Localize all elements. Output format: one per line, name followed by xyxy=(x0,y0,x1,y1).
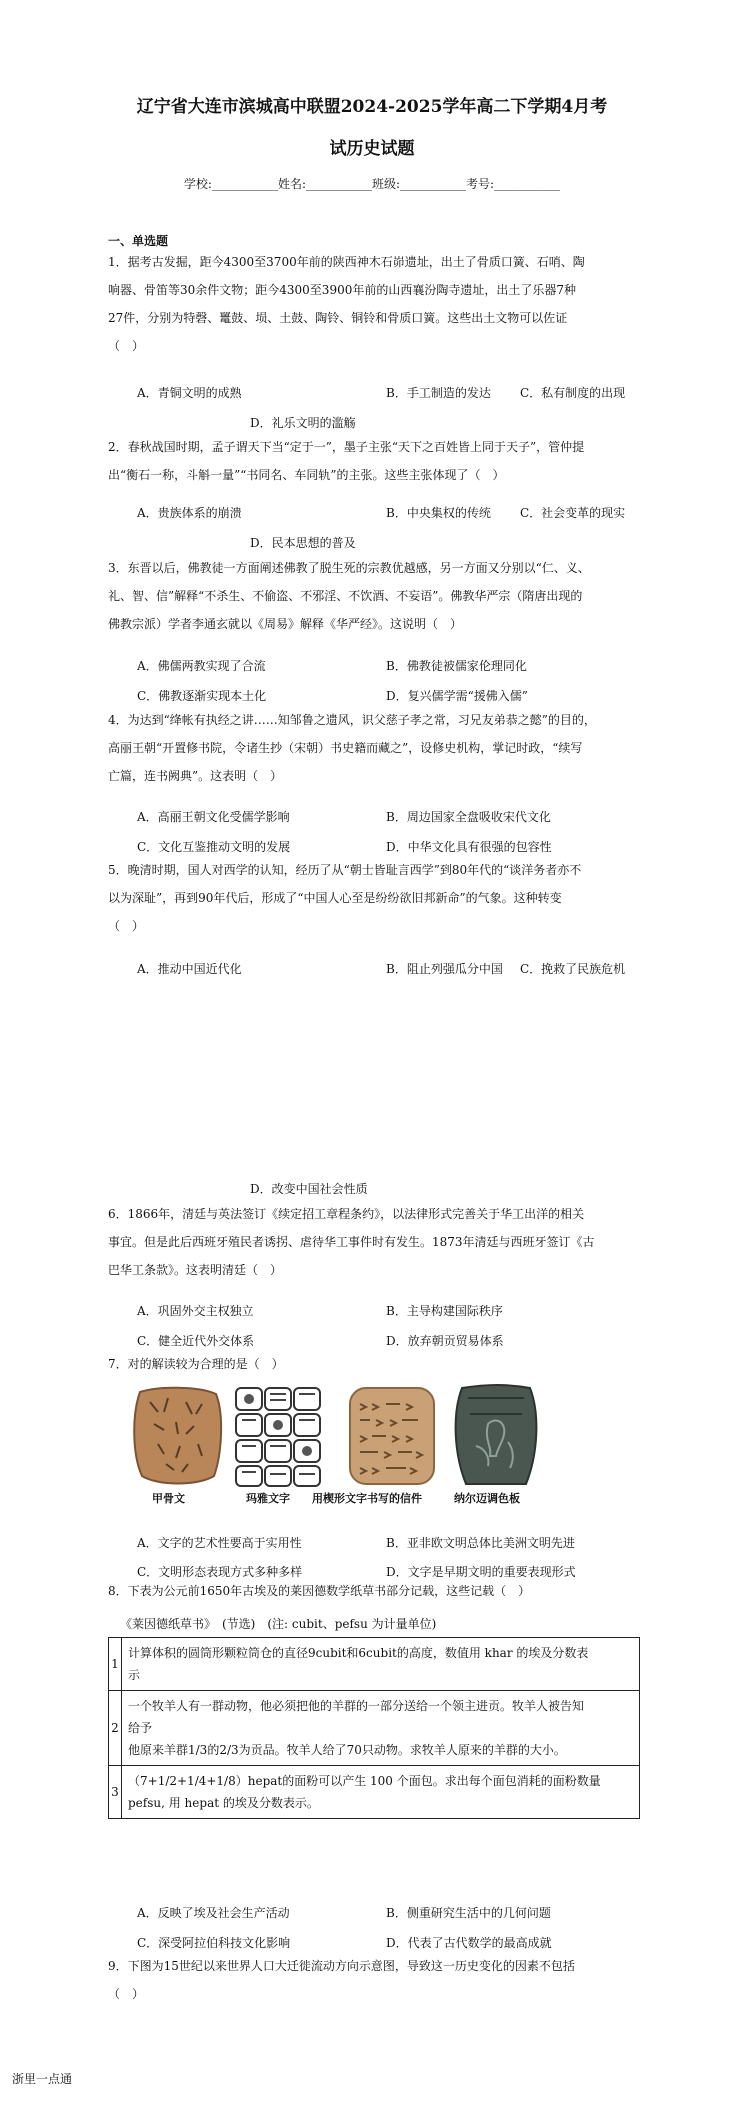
exam-title-line1: 辽宁省大连市滨城高中联盟2024-2025学年高二下学期4月考 xyxy=(136,97,608,117)
option-c[interactable]: C．健全近代外交体系 xyxy=(137,1334,255,1348)
option-d[interactable]: D．改变中国社会性质 xyxy=(250,1182,368,1196)
question-text: （ ） xyxy=(108,339,145,353)
row-number: 3 xyxy=(109,1766,122,1819)
option-c[interactable]: C．深受阿拉伯科技文化影响 xyxy=(137,1936,291,1950)
row-number: 1 xyxy=(109,1638,122,1691)
option-a[interactable]: A．巩固外交主权独立 xyxy=(137,1304,254,1318)
question-text: 高丽王朝“开置修书院，令诸生抄（宋朝）书史籍而藏之”，设修史机构，掌记时政，“续写 xyxy=(108,741,583,755)
option-b[interactable]: B．周边国家全盘吸收宋代文化 xyxy=(386,810,551,824)
table-row xyxy=(109,1766,640,1819)
option-b[interactable]: B．侧重研究生活中的几何问题 xyxy=(386,1906,551,1920)
question-8 xyxy=(108,1577,644,1605)
row-text: 计算体积的圆筒形颗粒筒仓的直径9cubit和6cubit的高度，数值用 khar 的埃及分数表 示 xyxy=(122,1638,640,1691)
option-b[interactable]: B．亚非欧文明总体比美洲文明先进 xyxy=(386,1536,575,1550)
option-b[interactable]: B．主导构建国际秩序 xyxy=(386,1304,503,1318)
student-info-line: 学校:___________姓名:___________班级:___________考号:___________ xyxy=(183,177,561,191)
option-a[interactable]: A．青铜文明的成熟 xyxy=(137,386,242,400)
question-text: 7．对的解读较为合理的是（ ） xyxy=(108,1357,284,1371)
question-text: 以为深耻”，再到90年代后，形成了“中国人心至是纷纷欲旧邦新命”的气象。这种转变 xyxy=(108,891,562,905)
option-b[interactable]: B．中央集权的传统 xyxy=(386,506,491,520)
caption-cuneiform: 用楔形文字书写的信件 xyxy=(312,1492,422,1505)
question-text: 事宜。但是此后西班牙殖民者诱拐、虐待华工事件时有发生。1873年清廷与西班牙签订《古 xyxy=(108,1235,595,1249)
narmer-palette-image xyxy=(448,1384,544,1491)
question-text: （ ） xyxy=(108,919,145,933)
question-text: 佛教宗派）学者李通玄就以《周易》解释《华严经》。这说明（ ） xyxy=(108,617,463,631)
question-text: 3．东晋以后，佛教徒一方面阐述佛教了脱生死的宗教优越感，另一方面又分别以“仁、义、 xyxy=(108,561,590,575)
table-row xyxy=(109,1638,640,1691)
question-4 xyxy=(108,706,644,790)
ancient-scripts-figure xyxy=(128,1384,568,1506)
caption-maya: 玛雅文字 xyxy=(246,1492,290,1505)
option-d[interactable]: D．复兴儒学需“援佛入儒” xyxy=(386,689,528,703)
option-a[interactable]: A．文字的艺术性要高于实用性 xyxy=(137,1536,302,1550)
question-text: 6．1866年，清廷与英法签订《续定招工章程条约》，以法律形式完善关于华工出洋的相关 xyxy=(108,1207,585,1221)
question-text: 4．为达到“绛帐有执经之讲……知邹鲁之遗风，识父慈子孝之常，习兄友弟恭之懿”的目的， xyxy=(108,713,596,727)
exam-title-line2: 试历史试题 xyxy=(329,139,415,159)
option-b[interactable]: B．佛教徒被儒家伦理同化 xyxy=(386,659,527,673)
option-a[interactable]: A．反映了埃及社会生产活动 xyxy=(137,1906,290,1920)
caption-oracle-bone: 甲骨文 xyxy=(152,1492,185,1505)
row-text: （7+1/2+1/4+1/8）hepat的面粉可以产生 100 个面包。求出每个面包消耗的面粉数量 pefsu, 用 hepat 的埃及分数表示。 xyxy=(122,1766,640,1819)
question-text: 亡篇，连书阙典”。这表明（ ） xyxy=(108,769,283,783)
option-c[interactable]: C．社会变革的现实 xyxy=(520,506,626,520)
option-c[interactable]: C．挽救了民族危机 xyxy=(520,962,626,976)
question-text: 巴华工条款》。这表明清廷（ ） xyxy=(108,1263,283,1277)
option-d[interactable]: D．礼乐文明的滥觞 xyxy=(250,416,356,430)
question-text: 礼、智、信”解释“不杀生、不偷盗、不邪淫、不饮酒、不妄语”。佛教华严宗（隋唐出现的 xyxy=(108,589,583,603)
option-d[interactable]: D．代表了古代数学的最高成就 xyxy=(386,1936,552,1950)
row-number: 2 xyxy=(109,1691,122,1766)
question-9 xyxy=(108,1952,644,2008)
caption-narmer: 纳尔迈调色板 xyxy=(454,1492,520,1505)
cuneiform-tablet-image xyxy=(346,1384,438,1491)
option-c[interactable]: C．佛教逐渐实现本土化 xyxy=(137,689,267,703)
option-c[interactable]: C．文明形态表现方式多种多样 xyxy=(137,1565,303,1579)
question-text: 9．下图为15世纪以来世界人口大迁徙流动方向示意图，导致这一历史变化的因素不包括 xyxy=(108,1959,575,1973)
table-row xyxy=(109,1691,640,1766)
option-d[interactable]: D．文字是早期文明的重要表现形式 xyxy=(386,1565,576,1579)
question-3 xyxy=(108,554,644,638)
option-d[interactable]: D．民本思想的普及 xyxy=(250,536,356,550)
option-c[interactable]: C．私有制度的出现 xyxy=(520,386,626,400)
footer-watermark: 浙里一点通 xyxy=(12,2072,73,2086)
section-heading: 一、单选题 xyxy=(108,234,169,248)
question-text: 1．据考古发掘，距今4300至3700年前的陕西神木石峁遗址，出土了骨质口簧、石哨、陶 xyxy=(108,255,585,269)
question-7 xyxy=(108,1350,644,1378)
question-text: 27件，分别为特磬、鼍鼓、埙、土鼓、陶铃、铜铃和骨质口簧。这些出土文物可以佐证 xyxy=(108,311,568,325)
question-5 xyxy=(108,856,644,940)
question-6 xyxy=(108,1200,644,1284)
question-text: 8．下表为公元前1650年古埃及的莱因德数学纸草书部分记载，这些记载（ ） xyxy=(108,1584,531,1598)
option-a[interactable]: A．推动中国近代化 xyxy=(137,962,242,976)
option-b[interactable]: B．手工制造的发达 xyxy=(386,386,491,400)
row-text: 一个牧羊人有一群动物，他必须把他的羊群的一部分送给一个领主进贡。牧羊人被告知 给予 他原来羊群1/3的2/3为贡品。牧羊人给了70只动物。求牧羊人原来的羊群的大小。 xyxy=(122,1691,640,1766)
option-d[interactable]: D．放弃朝贡贸易体系 xyxy=(386,1334,504,1348)
question-2 xyxy=(108,433,644,489)
option-d[interactable]: D．中华文化具有很强的包容性 xyxy=(386,840,552,854)
option-b[interactable]: B．阻止列强瓜分中国 xyxy=(386,962,503,976)
question-text: 响器、骨笛等30余件文物；距今4300至3900年前的山西襄汾陶寺遗址，出土了乐器7种 xyxy=(108,283,576,297)
option-a[interactable]: A．贵族体系的崩溃 xyxy=(137,506,242,520)
question-text: 5．晚清时期，国人对西学的认知，经历了从“朝士皆耻言西学”到80年代的“谈洋务者亦不 xyxy=(108,863,582,877)
question-text: 2．春秋战国时期，孟子谓天下当“定于一”，墨子主张“天下之百姓皆上同于天子”，管仲提 xyxy=(108,440,585,454)
maya-glyphs-image xyxy=(234,1384,322,1491)
question-text: （ ） xyxy=(108,1987,145,2001)
question-1 xyxy=(108,248,644,360)
option-a[interactable]: A．佛儒两教实现了合流 xyxy=(137,659,266,673)
question-text: 出“衡石一称，斗斛一量”“书同名、车同轨”的主张。这些主张体现了（ ） xyxy=(108,468,505,482)
oracle-bone-image xyxy=(128,1384,228,1491)
option-c[interactable]: C．文化互鉴推动文明的发展 xyxy=(137,840,291,854)
option-a[interactable]: A．高丽王朝文化受儒学影响 xyxy=(137,810,290,824)
papyrus-table xyxy=(108,1637,640,1819)
table-caption: 《莱因德纸草书》 (节选) (注: cubit、pefsu 为计量单位) xyxy=(120,1617,437,1631)
